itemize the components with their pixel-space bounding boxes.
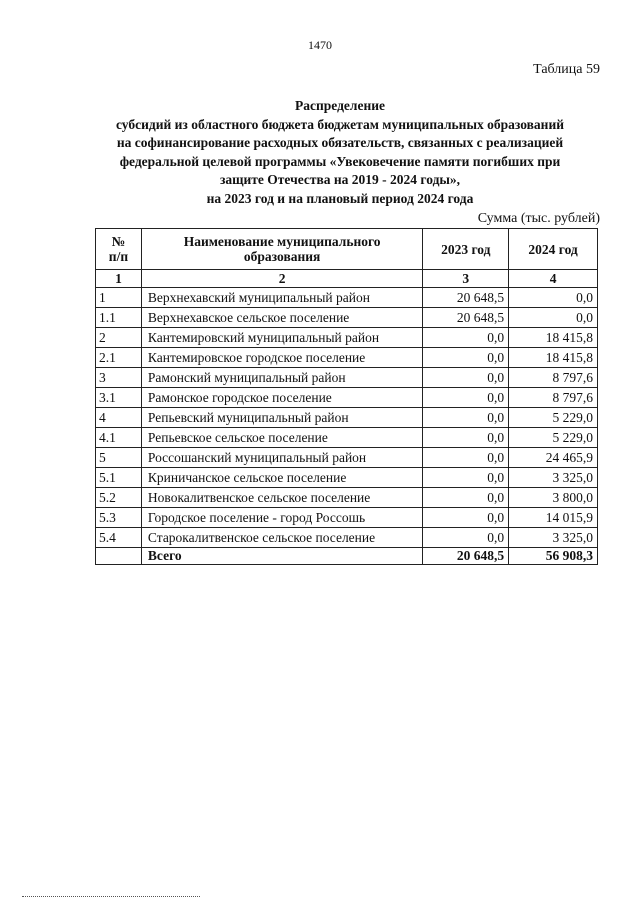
header-number: № п/п xyxy=(96,229,142,270)
row-number: 5.4 xyxy=(96,528,142,548)
row-name: Новокалитвенское сельское поселение xyxy=(141,488,422,508)
row-2024-value: 8 797,6 xyxy=(509,368,598,388)
row-2024-value: 14 015,9 xyxy=(509,508,598,528)
row-number: 4.1 xyxy=(96,428,142,448)
row-2024-value: 5 229,0 xyxy=(509,428,598,448)
row-2023-value: 0,0 xyxy=(423,348,509,368)
row-name: Криничанское сельское поселение xyxy=(141,468,422,488)
page-number: 1470 xyxy=(308,38,332,52)
row-2023-value: 20 648,5 xyxy=(423,288,509,308)
column-number: 3 xyxy=(423,270,509,288)
table-row xyxy=(96,408,598,428)
title-line: федеральной целевой программы «Увековечение памяти погибших при xyxy=(119,153,561,169)
row-2024-value: 24 465,9 xyxy=(509,448,598,468)
row-2023-value: 0,0 xyxy=(423,428,509,448)
column-number-row xyxy=(96,270,598,288)
row-2023-value: 0,0 xyxy=(423,468,509,488)
row-number: 2 xyxy=(96,328,142,348)
row-2024-value: 3 325,0 xyxy=(509,528,598,548)
row-2023-value: 20 648,5 xyxy=(423,308,509,328)
row-2023-value: 0,0 xyxy=(423,328,509,348)
sum-unit-label: Сумма (тыс. рублей) xyxy=(477,211,600,226)
table-row xyxy=(96,488,598,508)
row-2024-value: 3 800,0 xyxy=(509,488,598,508)
column-number: 2 xyxy=(141,270,422,288)
row-number: 3 xyxy=(96,368,142,388)
row-number: 5 xyxy=(96,448,142,468)
total-label: Всего xyxy=(141,548,422,565)
row-2023-value: 0,0 xyxy=(423,528,509,548)
row-2024-value: 0,0 xyxy=(509,308,598,328)
row-2024-value: 5 229,0 xyxy=(509,408,598,428)
row-number: 2.1 xyxy=(96,348,142,368)
subsidy-table xyxy=(95,228,598,565)
row-name: Репьевский муниципальный район xyxy=(141,408,422,428)
header-year-2023: 2023 год xyxy=(423,229,509,270)
row-number: 5.3 xyxy=(96,508,142,528)
row-2023-value: 0,0 xyxy=(423,508,509,528)
column-number: 4 xyxy=(509,270,598,288)
title-line: Распределение xyxy=(294,98,386,113)
row-name: Рамонский муниципальный район xyxy=(141,368,422,388)
total-2023: 20 648,5 xyxy=(423,548,509,565)
row-2023-value: 0,0 xyxy=(423,388,509,408)
row-number: 1 xyxy=(96,288,142,308)
row-name: Кантемировский муниципальный район xyxy=(141,328,422,348)
row-name: Городское поселение - город Россошь xyxy=(141,508,422,528)
footer-divider xyxy=(22,896,200,897)
table-row xyxy=(96,368,598,388)
row-number: 4 xyxy=(96,408,142,428)
row-name: Репьевское сельское поселение xyxy=(141,428,422,448)
total-number-cell xyxy=(96,548,142,565)
table-row xyxy=(96,388,598,408)
document-title xyxy=(60,97,620,208)
row-name: Старокалитвенское сельское поселение xyxy=(141,528,422,548)
row-2023-value: 0,0 xyxy=(423,448,509,468)
table-row xyxy=(96,468,598,488)
row-2024-value: 18 415,8 xyxy=(509,328,598,348)
table-row xyxy=(96,328,598,348)
row-name: Верхнехавский муниципальный район xyxy=(141,288,422,308)
header-year-2024: 2024 год xyxy=(509,229,598,270)
table-row xyxy=(96,508,598,528)
header-name: Наименование муниципального образования xyxy=(141,229,422,270)
row-name: Рамонское городское поселение xyxy=(141,388,422,408)
row-2024-value: 8 797,6 xyxy=(509,388,598,408)
row-2023-value: 0,0 xyxy=(423,408,509,428)
row-number: 3.1 xyxy=(96,388,142,408)
title-line: на софинансирование расходных обязательств, связанных с реализацией xyxy=(116,135,564,150)
column-number: 1 xyxy=(96,270,142,288)
table-row xyxy=(96,348,598,368)
total-row xyxy=(96,548,598,565)
table-row xyxy=(96,428,598,448)
row-number: 5.1 xyxy=(96,468,142,488)
row-number: 5.2 xyxy=(96,488,142,508)
table-row xyxy=(96,528,598,548)
total-2024: 56 908,3 xyxy=(509,548,598,565)
table-row xyxy=(96,448,598,468)
table-header-row xyxy=(96,229,598,270)
row-name: Верхнехавское сельское поселение xyxy=(141,308,422,328)
row-2023-value: 0,0 xyxy=(423,488,509,508)
title-line: защите Отечества на 2019 - 2024 годы», xyxy=(219,172,461,187)
title-line: на 2023 год и на плановый период 2024 года xyxy=(206,190,474,206)
row-name: Россошанский муниципальный район xyxy=(141,448,422,468)
row-2024-value: 0,0 xyxy=(509,288,598,308)
title-line: субсидий из областного бюджета бюджетам муниципальных образований xyxy=(115,116,565,132)
row-2024-value: 3 325,0 xyxy=(509,468,598,488)
row-2024-value: 18 415,8 xyxy=(509,348,598,368)
table-row xyxy=(96,308,598,328)
table-label: Таблица 59 xyxy=(533,62,600,77)
table-body xyxy=(96,288,598,548)
row-number: 1.1 xyxy=(96,308,142,328)
row-name: Кантемировское городское поселение xyxy=(141,348,422,368)
table-row xyxy=(96,288,598,308)
row-2023-value: 0,0 xyxy=(423,368,509,388)
